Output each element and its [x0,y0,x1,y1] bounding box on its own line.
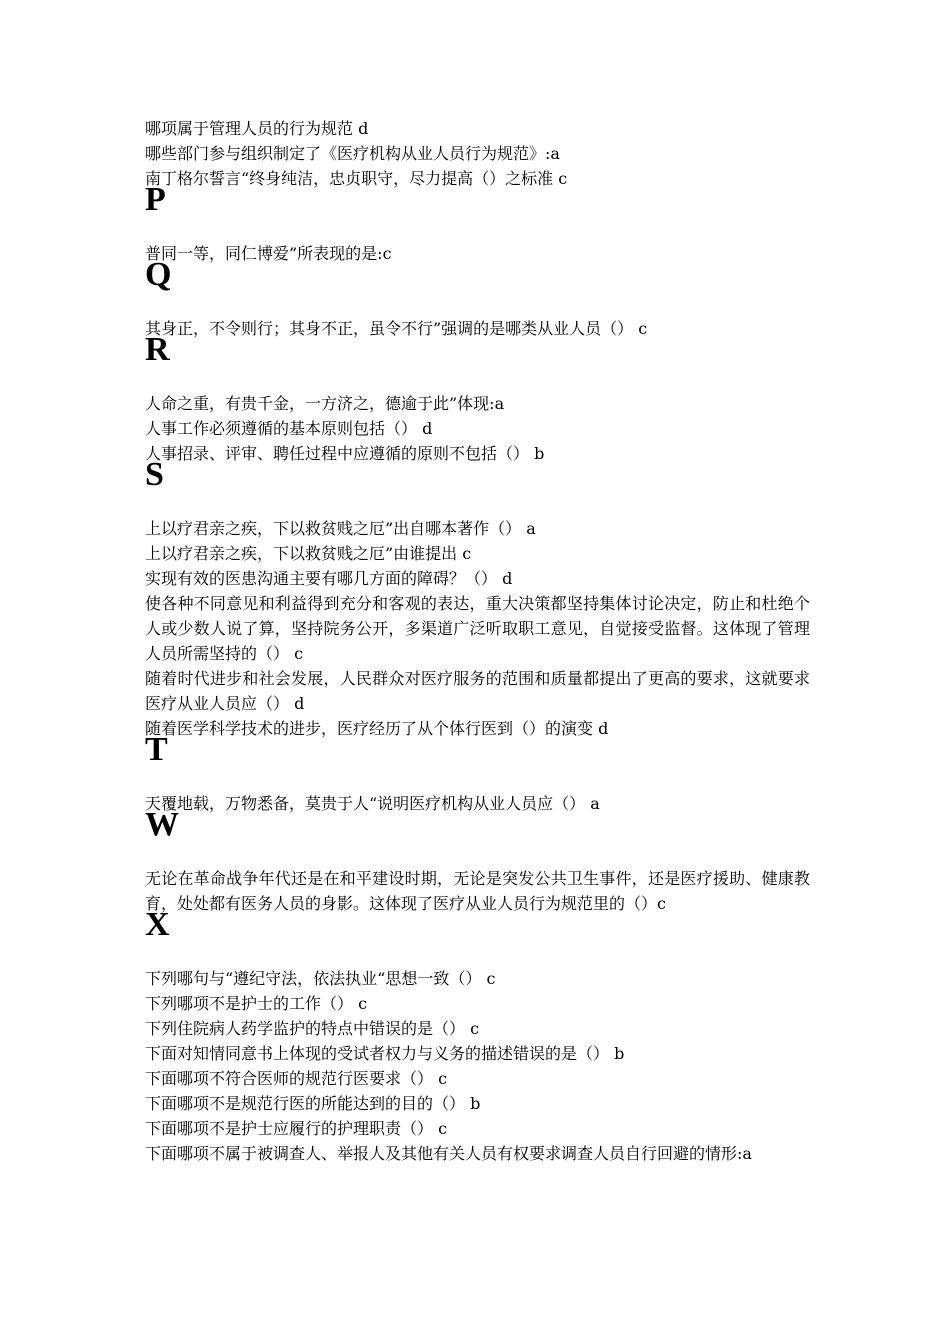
section-letter: X [145,906,170,943]
section-letter-block [145,456,810,516]
question-line: 天覆地载，万物悉备，莫贵于人“说明医疗机构从业人员应（） a [145,794,600,813]
question-line: 下面哪项不符合医师的规范行医要求（） c [145,1069,448,1088]
question-line: 下面对知情同意书上体现的受试者权力与义务的描述错误的是（） b [145,1044,625,1063]
question-line: 哪项属于管理人员的行为规范 d [145,119,369,138]
question-list [145,116,810,1166]
question-line: 其身正，不令则行；其身不正，虽令不行”强调的是哪类从业人员（） c [145,319,648,338]
question-paragraph: 无论在革命战争年代还是在和平建设时期，无论是突发公共卫生事件，还是医疗援助、健康教育，处处都有医务人员的身影。这体现了医疗从业人员行为规范里的（）c [145,869,810,913]
section-letter: T [145,731,168,768]
section-letter-block [145,331,810,391]
section-letter-block [145,256,810,316]
question-line: 下列哪项不是护士的工作（） c [145,994,368,1013]
question-line: 下面哪项不是护士应履行的护理职责（） c [145,1119,448,1138]
section-letter: Q [145,256,172,293]
section-letter-block [145,181,810,241]
question-paragraph: 使各种不同意见和利益得到充分和客观的表达，重大决策都坚持集体讨论决定，防止和杜绝个人或少数人说了算，坚持院务公开，多渠道广泛听取职工意见，自觉接受监督。这体现了管理人员所需坚持的（） c [145,594,810,663]
question-line: 人命之重，有贵千金，一方济之，德逾于此”体现:a [145,394,505,413]
question-line: 人事工作必须遵循的基本原则包括（） d [145,419,433,438]
section-letter-block [145,731,810,791]
question-line: 下面哪项不是规范行医的所能达到的目的（） b [145,1094,481,1113]
section-letter: W [145,806,179,843]
question-line: 实现有效的医患沟通主要有哪几方面的障碍？（） d [145,569,513,588]
question-line: 哪些部门参与组织制定了《医疗机构从业人员行为规范》:a [145,144,560,163]
question-line: 下列哪句与“遵纪守法，依法执业“思想一致（） c [145,969,496,988]
section-letter: S [145,456,164,493]
question-paragraph: 下面哪项不属于被调查人、举报人及其他有关人员有权要求调查人员自行回避的情形:a [145,1144,752,1163]
question-line: 下列住院病人药学监护的特点中错误的是（） c [145,1019,480,1038]
section-letter-block [145,806,810,866]
section-letter: R [145,331,170,368]
question-line: 南丁格尔誓言“终身纯洁，忠贞职守，尽力提高（）之标准 c [145,169,568,188]
question-line: 随着医学科学技术的进步，医疗经历了从个体行医到（）的演变 d [145,719,609,738]
question-line: 上以疗君亲之疾，下以救贫贱之厄”由谁提出 c [145,544,472,563]
question-line: 上以疗君亲之疾，下以救贫贱之厄”出自哪本著作（） a [145,519,536,538]
section-letter-block [145,906,810,966]
section-letter: P [145,181,166,218]
question-line: 普同一等，同仁博爱”所表现的是:c [145,244,392,263]
question-paragraph: 随着时代进步和社会发展，人民群众对医疗服务的范围和质量都提出了更高的要求，这就要求医疗从业人员应（） d [145,669,810,713]
question-line: 人事招录、评审、聘任过程中应遵循的原则不包括（） b [145,444,545,463]
